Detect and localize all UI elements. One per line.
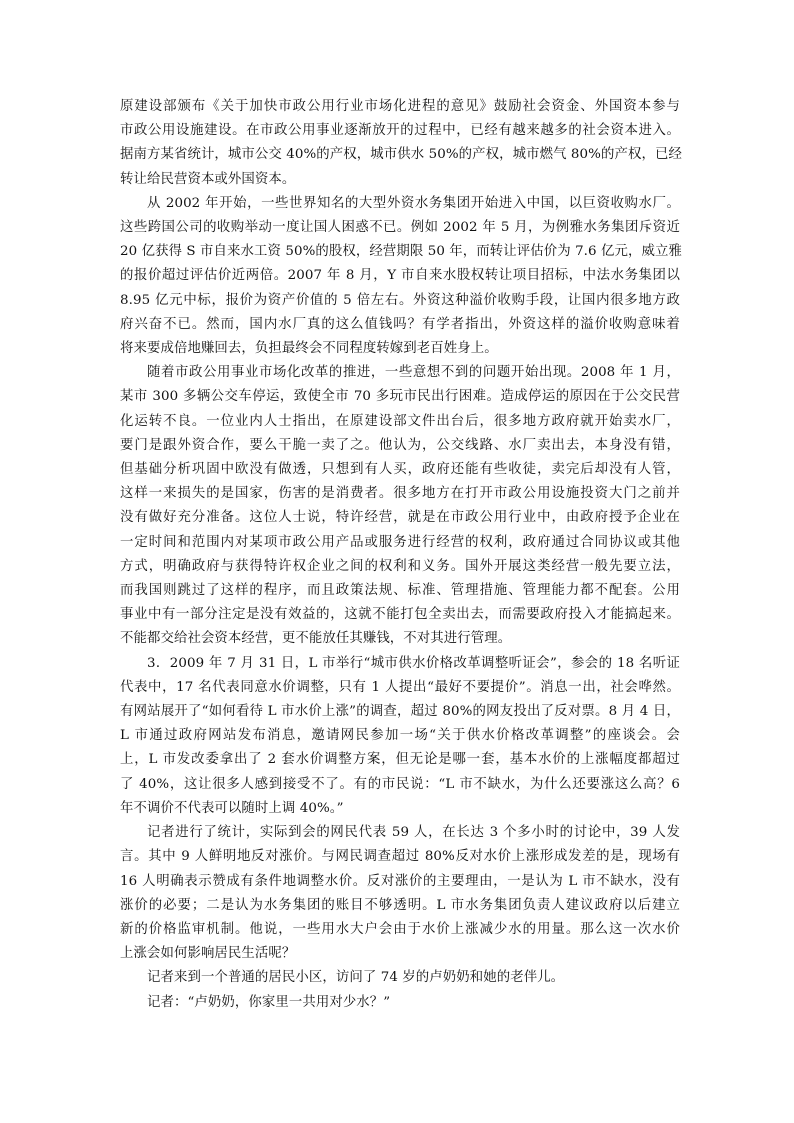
text-line: 但基础分析巩固中欧没有做透，只想到有人买，政府还能有些收徒，卖完后却没有人管， [120, 462, 680, 478]
text-line: 转让给民营资本或外国资本。 [120, 171, 296, 187]
text-line: 事业中有一部分注定是没有效益的，这就不能打包全卖出去，而需要政府投入才能搞起来。 [120, 607, 680, 623]
paragraph-foreign-acquisition [120, 192, 680, 361]
text-line: 记者来到一个普通的居民小区，访问了 74 岁的卢奶奶和她的老伴儿。 [147, 970, 565, 986]
text-line: 不能都交给社会资本经营，更不能放任其赚钱，不对其进行管理。 [120, 631, 512, 647]
document-page [120, 95, 680, 1015]
text-line: 上涨会如何影响居民生活呢？ [120, 946, 296, 962]
paragraph-hearing [120, 652, 680, 821]
text-line: 这样一来损失的是国家，伤害的是消费者。很多地方在打开市政公用设施投资大门之前并 [120, 486, 680, 502]
text-line: 的报价超过评估价近两倍。2007 年 8 月，Y 市自来水股权转让项目招标，中法水务集团以 [120, 268, 680, 284]
text-line: 涨价的必要；二是认为水务集团的账目不够透明。L 市水务集团负责人建议政府以后建立 [120, 897, 680, 913]
text-line: 记者：“卢奶奶，你家里一共用对少水？” [147, 994, 391, 1010]
text-line: 而我国则跳过了这样的程序，而且政策法规、标准、管理措施、管理能力都不配套。公用 [120, 583, 680, 599]
text-line: 原建设部颁布《关于加快市政公用行业市场化进程的意见》鼓励社会资金、外国资本参与 [120, 99, 680, 114]
text-line: 没有做好充分准备。这位人士说，特许经营，就是在市政公用行业中，由政府授予企业在 [120, 510, 680, 526]
text-line: 言。其中 9 人鲜明地反对涨价。与网民调查超过 80%反对水价上涨形成发差的是，现场有 [120, 849, 680, 865]
text-line: 年不调价不代表可以随时上调 40%。” [120, 800, 344, 816]
text-line: 随着市政公用事业市场化改革的推进，一些意想不到的问题开始出现。2008 年 1 月， [147, 365, 680, 381]
text-line: 16 人明确表示赞成有条件地调整水价。反对涨价的主要理由，一是认为 L 市不缺水，没有 [120, 873, 680, 889]
text-line: L 市通过政府网站发布消息，邀请网民参加一场“关于供水价格改革调整”的座谈会。会 [120, 728, 680, 744]
text-line: 从 2002 年开始，一些世界知名的大型外资水务集团开始进入中国，以巨资收购水厂。 [147, 195, 680, 211]
text-line: 要门是跟外资合作，要么干脆一卖了之。他认为，公交线路、水厂卖出去，本身没有错， [120, 437, 680, 453]
paragraph-reporter-statistics [120, 821, 680, 966]
text-line: 8.95 亿元中标，报价为资产价值的 5 倍左右。外资这种溢价收购手段，让国内很多地方政 [120, 292, 680, 308]
text-line: 化运转不良。一位业内人士指出，在原建设部文件出台后，很多地方政府就开始卖水厂， [120, 413, 680, 429]
text-line: 代表中，17 名代表同意水价调整，只有 1 人提出“最好不要提价”。消息一出，社会哗然。 [120, 679, 680, 695]
text-line: 将来要成倍地赚回去，负担最终会不同程度转嫁到老百姓身上。 [120, 341, 498, 357]
text-line: 市政公用设施建设。在市政公用事业逐渐放开的过程中，已经有越来越多的社会资本进入。 [120, 123, 680, 139]
text-line: 20 亿获得 S 市自来水工资 50%的股权，经营期限 50 年，而转让评估价为 7.6 亿元，威立雅 [120, 244, 682, 260]
text-line: 了 40%，这让很多人感到接受不了。有的市民说：“L 市不缺水，为什么还要涨这么高？6 [120, 776, 680, 792]
text-line: 新的价格监审机制。他说，一些用水大户会由于水价上涨减少水的用量。那么这一次水价 [120, 921, 680, 937]
paragraph-reporter-question [120, 991, 680, 1015]
text-line: 3．2009 年 7 月 31 日，L 市举行“城市供水价格改革调整听证会”，参会的 18 名听证 [147, 655, 680, 671]
text-line: 记者进行了统计，实际到会的网民代表 59 人，在长达 3 个多小时的讨论中，39 人发 [147, 825, 680, 841]
text-line: 有网站展开了“如何看待 L 市水价上涨”的调查，超过 80%的网友投出了反对票。8 月 4 日， [120, 704, 680, 720]
text-line: 据南方某省统计，城市公交 40%的产权，城市供水 50%的产权，城市燃气 80%的产权，已经 [120, 147, 682, 163]
paragraph-reform-opinion [120, 95, 680, 192]
text-line: 方式，明确政府与获得特许权企业之间的权利和义务。国外开展这类经营一般先要立法， [120, 558, 680, 574]
text-line: 某市 300 多辆公交车停运，致使全市 70 多玩市民出行困难。造成停运的原因在于公交民营 [120, 389, 680, 405]
text-line: 一定时间和范围内对某项市政公用产品或服务进行经营的权利，政府通过合同协议或其他 [120, 534, 680, 550]
text-line: 上，L 市发改委拿出了 2 套水价调整方案，但无论是哪一套，基本水价的上涨幅度都超过 [120, 752, 680, 768]
paragraph-market-problems [120, 361, 680, 651]
text-line: 府兴奋不已。然而，国内水厂真的这么值钱吗？有学者指出，外资这样的溢价收购意味着 [120, 316, 680, 332]
text-line: 这些跨国公司的收购举动一度让国人困惑不已。例如 2002 年 5 月，为例雅水务集团斥资近 [120, 220, 680, 236]
paragraph-reporter-visit [120, 966, 680, 990]
